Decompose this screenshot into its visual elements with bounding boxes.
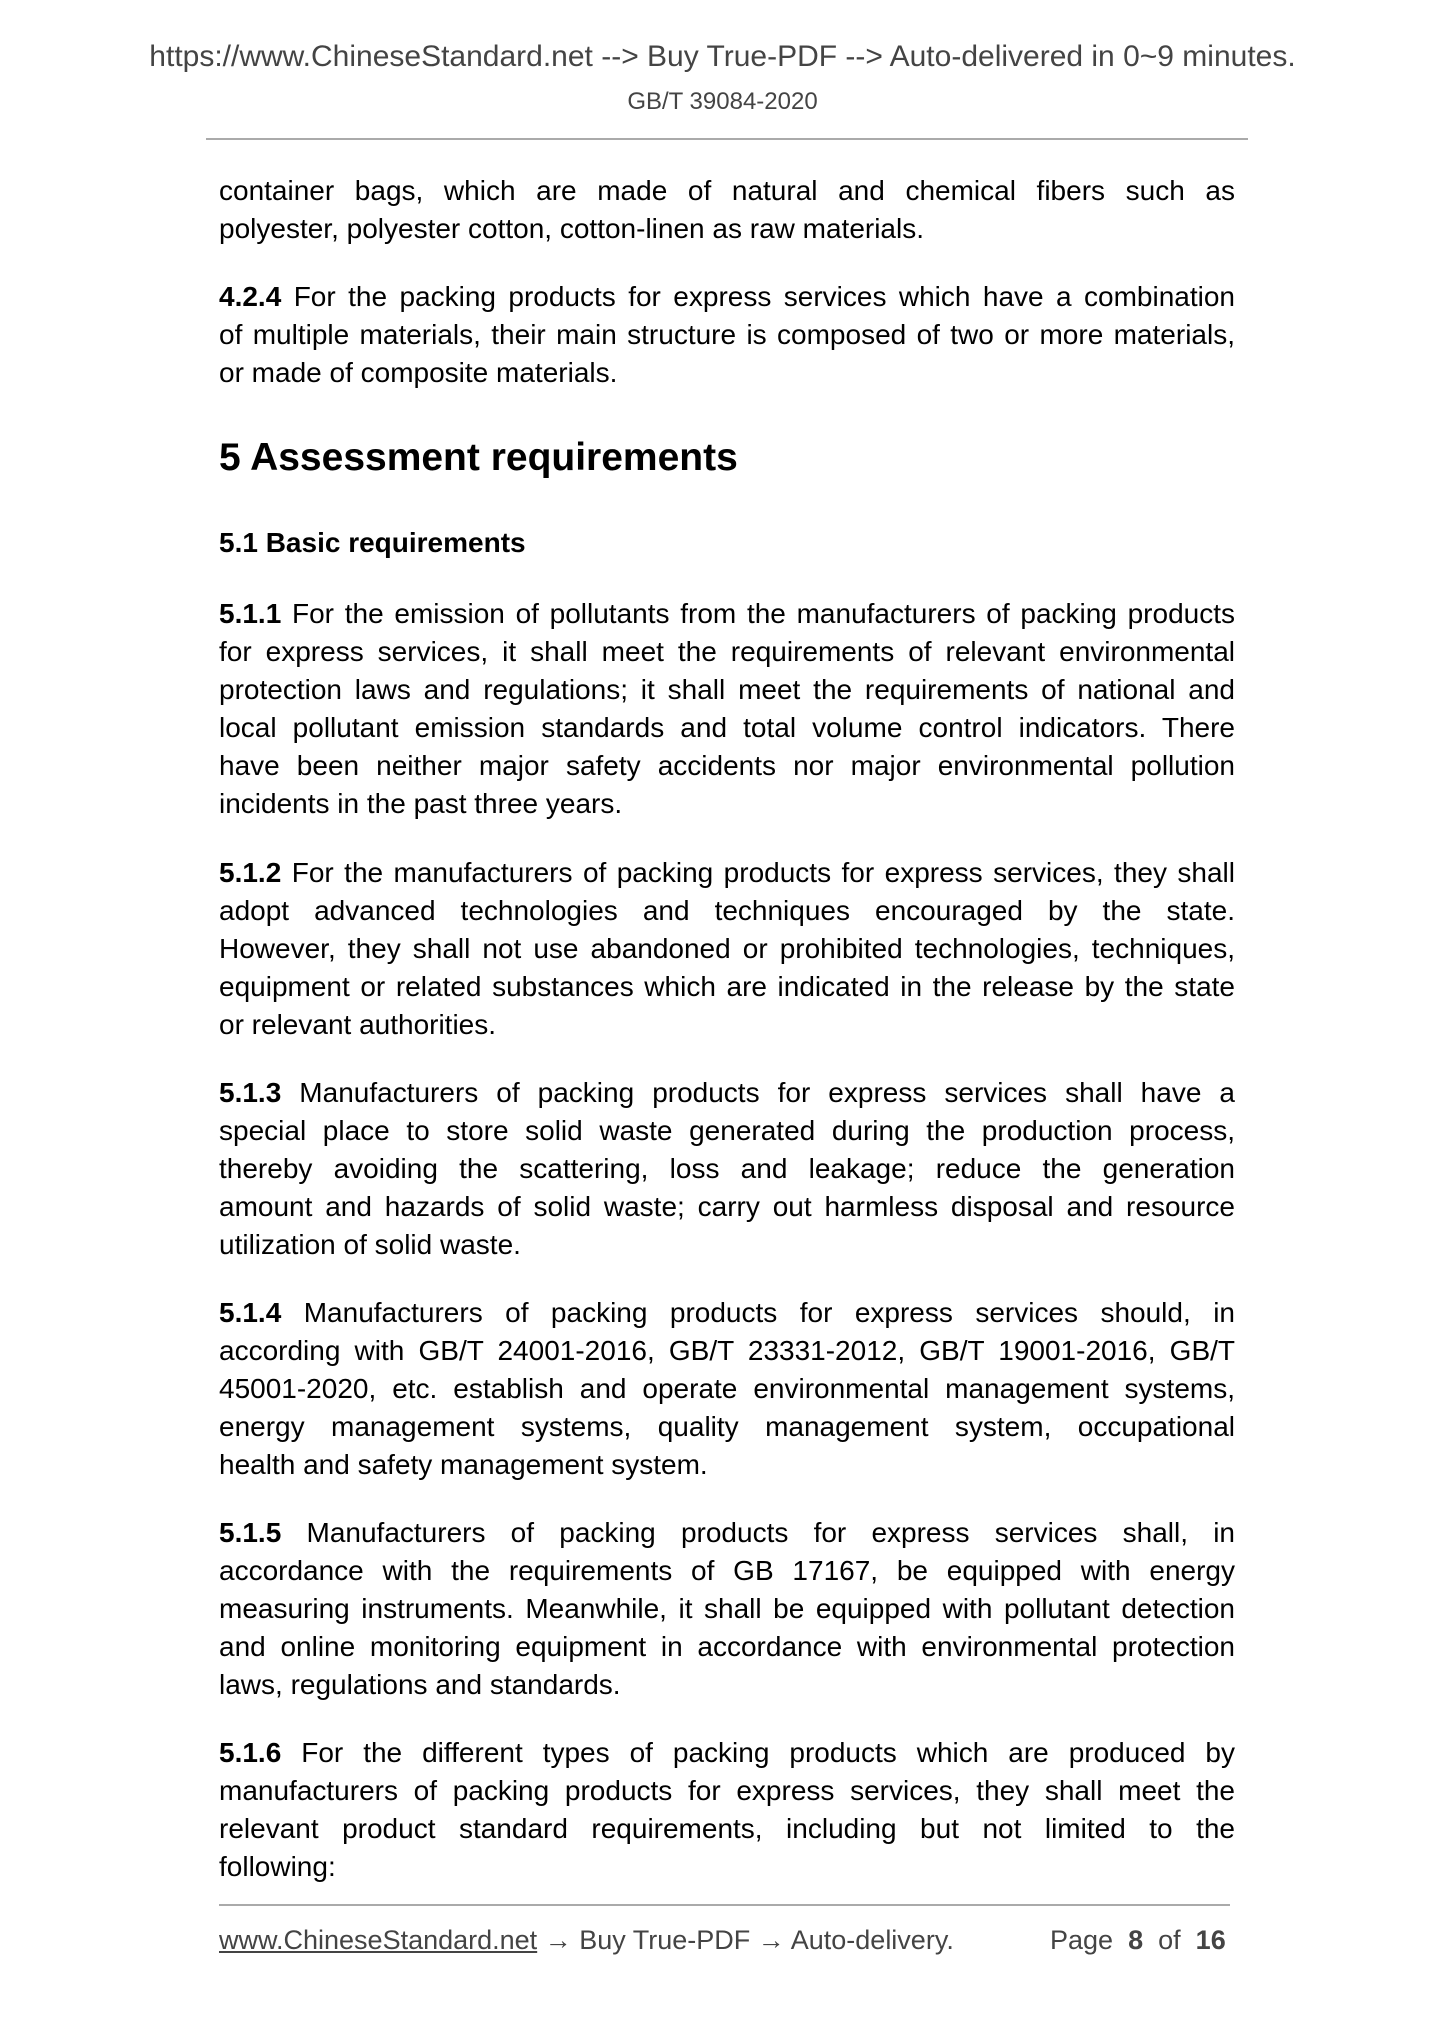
line-text: according with GB/T 24001-2016, GB/T 23331-2012, GB/T 19001-2016, GB/T	[219, 1335, 1235, 1366]
text-line	[219, 595, 1235, 633]
footer-divider	[219, 1904, 1230, 1906]
line-text: For the packing products for express services which have a combination	[281, 281, 1235, 312]
line-text: health and safety management system.	[219, 1449, 708, 1480]
text-line	[219, 747, 1235, 785]
text-line	[219, 1628, 1235, 1666]
line-text: For the emission of pollutants from the manufacturers of packing products	[281, 598, 1235, 629]
text-line	[219, 1734, 1235, 1772]
text-line	[219, 709, 1235, 747]
clause-number: 5.1.3	[219, 1077, 282, 1108]
line-text: and online monitoring equipment in accordance with environmental protection	[219, 1631, 1235, 1662]
text-line	[219, 1006, 1235, 1044]
text-line	[219, 1188, 1235, 1226]
line-text: utilization of solid waste.	[219, 1229, 521, 1260]
text-line	[219, 1772, 1235, 1810]
line-text: Manufacturers of packing products for express services shall have a	[281, 1077, 1235, 1108]
document-id: GB/T 39084-2020	[627, 88, 818, 115]
page-number: 8	[1128, 1925, 1144, 1955]
line-text: Manufacturers of packing products for express services should, in	[281, 1297, 1235, 1328]
clause-number: 5.1.6	[219, 1737, 282, 1768]
paragraph	[219, 172, 1235, 248]
text-line	[219, 1112, 1235, 1150]
paragraph	[219, 854, 1235, 1044]
page-indicator	[1050, 1925, 1226, 1956]
line-text: or made of composite materials.	[219, 357, 618, 388]
text-line	[219, 930, 1235, 968]
text-line	[219, 1226, 1235, 1264]
text-line	[219, 1514, 1235, 1552]
line-text: laws, regulations and standards.	[219, 1669, 621, 1700]
clause-number: 5.1.5	[219, 1517, 282, 1548]
text-line	[219, 354, 1235, 392]
line-text: for express services, it shall meet the requirements of relevant environmental	[219, 636, 1235, 667]
text-line	[219, 854, 1235, 892]
text-line	[219, 1294, 1235, 1332]
line-text: or relevant authorities.	[219, 1009, 497, 1040]
paragraph	[219, 1734, 1235, 1886]
text-line	[219, 892, 1235, 930]
line-text: local pollutant emission standards and total volume control indicators. There	[219, 712, 1235, 743]
paragraph	[219, 278, 1235, 392]
line-text: equipment or related substances which are indicated in the release by the state	[219, 971, 1235, 1002]
text-line	[219, 1408, 1235, 1446]
paragraph	[219, 595, 1235, 823]
text-line	[219, 968, 1235, 1006]
text-line	[219, 1074, 1235, 1112]
line-text: of multiple materials, their main structure is composed of two or more materials,	[219, 319, 1235, 350]
clause-number: 5.1.2	[219, 857, 282, 888]
paragraph	[219, 1294, 1235, 1484]
footer-tagline: → Buy True-PDF → Auto-delivery.	[537, 1925, 954, 1955]
line-text: have been neither major safety accidents nor major environmental pollution	[219, 750, 1235, 781]
paragraph	[219, 1074, 1235, 1264]
footer-link[interactable]: www.ChineseStandard.net	[219, 1925, 538, 1955]
line-text: special place to store solid waste generated during the production process,	[219, 1115, 1235, 1146]
line-text: incidents in the past three years.	[219, 788, 623, 819]
line-text: measuring instruments. Meanwhile, it shall be equipped with pollutant detection	[219, 1593, 1235, 1624]
text-line	[219, 210, 1235, 248]
text-line	[219, 316, 1235, 354]
header-banner: https://www.ChineseStandard.net --> Buy True-PDF --> Auto-delivered in 0~9 minutes.	[149, 40, 1296, 73]
line-text: protection laws and regulations; it shall meet the requirements of national and	[219, 674, 1235, 705]
line-text: However, they shall not use abandoned or prohibited technologies, techniques,	[219, 933, 1235, 964]
clause-number: 5.1.4	[219, 1297, 282, 1328]
line-text: container bags, which are made of natural and chemical fibers such as	[219, 175, 1235, 206]
clause-number: 4.2.4	[219, 281, 282, 312]
line-text: amount and hazards of solid waste; carry out harmless disposal and resource	[219, 1191, 1235, 1222]
line-text: following:	[219, 1851, 336, 1882]
text-line	[219, 1666, 1235, 1704]
text-line	[219, 172, 1235, 210]
line-text: relevant product standard requirements, including but not limited to the	[219, 1813, 1235, 1844]
text-line	[219, 278, 1235, 316]
text-line	[219, 1590, 1235, 1628]
footer-text	[219, 1925, 954, 1956]
text-line	[219, 785, 1235, 823]
subsection-heading: 5.1 Basic requirements	[219, 527, 526, 558]
section-heading: 5 Assessment requirements	[219, 436, 738, 479]
text-line	[219, 1552, 1235, 1590]
text-line	[219, 1332, 1235, 1370]
page-total: 16	[1195, 1925, 1226, 1955]
line-text: manufacturers of packing products for express services, they shall meet the	[219, 1775, 1235, 1806]
clause-number: 5.1.1	[219, 598, 282, 629]
text-line	[219, 633, 1235, 671]
text-line	[219, 1150, 1235, 1188]
text-line	[219, 671, 1235, 709]
line-text: For the manufacturers of packing products for express services, they shall	[281, 857, 1235, 888]
line-text: thereby avoiding the scattering, loss and leakage; reduce the generation	[219, 1153, 1235, 1184]
line-text: For the different types of packing products which are produced by	[281, 1737, 1235, 1768]
text-line	[219, 1810, 1235, 1848]
line-text: Manufacturers of packing products for express services shall, in	[281, 1517, 1235, 1548]
line-text: energy management systems, quality management system, occupational	[219, 1411, 1235, 1442]
paragraph	[219, 1514, 1235, 1704]
text-line	[219, 1446, 1235, 1484]
line-text: adopt advanced technologies and techniques encouraged by the state.	[219, 895, 1235, 926]
text-line	[219, 1370, 1235, 1408]
page-label: Page	[1050, 1925, 1114, 1955]
text-line	[219, 1848, 1235, 1886]
line-text: accordance with the requirements of GB 17167, be equipped with energy	[219, 1555, 1235, 1586]
line-text: 45001-2020, etc. establish and operate environmental management systems,	[219, 1373, 1235, 1404]
line-text: polyester, polyester cotton, cotton-linen as raw materials.	[219, 213, 925, 244]
header-divider	[206, 138, 1248, 140]
page-of: of	[1158, 1925, 1181, 1955]
